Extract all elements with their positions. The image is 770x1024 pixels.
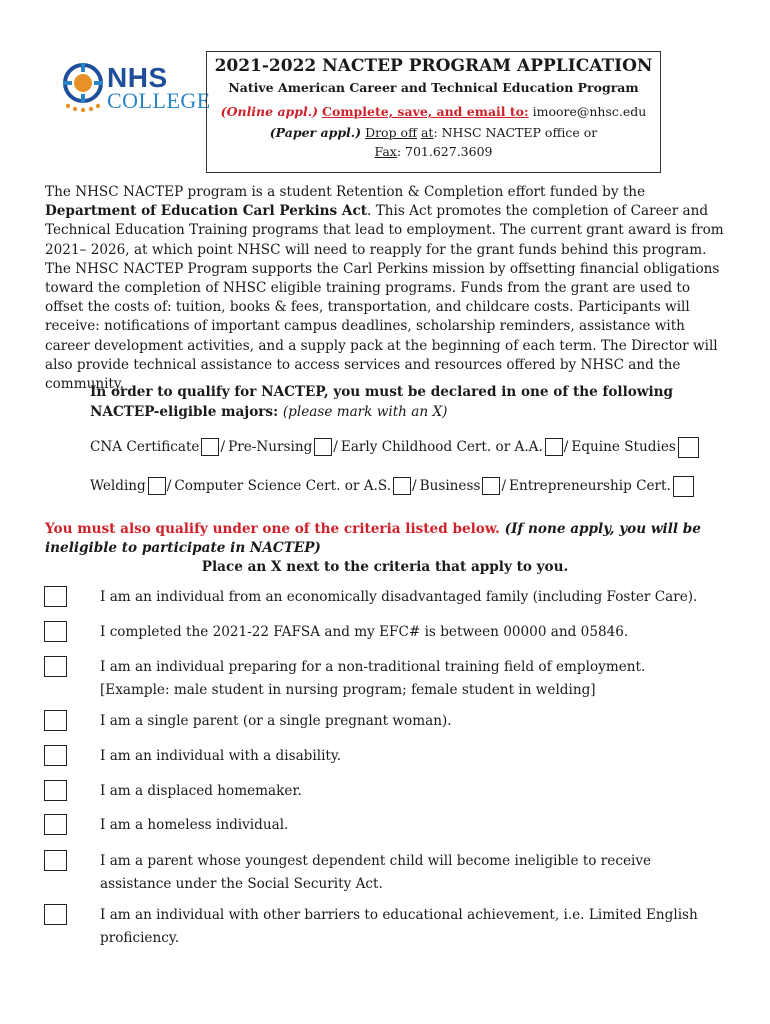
criteria-text: I am an individual preparing for a non-traditional training field of employment. [Example: male student in nursing program; female student in welding] (100, 659, 646, 698)
major-checkbox-pre-nursing[interactable] (314, 438, 332, 456)
majors-row (90, 435, 700, 459)
logo-text-nhs: NHS (107, 62, 168, 93)
intro-paragraph (45, 183, 725, 394)
major-checkbox-entrepreneurship[interactable] (673, 476, 694, 497)
major-checkbox-early-childhood[interactable] (545, 438, 563, 456)
major-separator: / (501, 478, 507, 494)
criteria-checkbox-displaced-homemaker[interactable] (44, 780, 67, 801)
major-checkbox-business[interactable] (482, 477, 500, 495)
major-separator: / (333, 439, 338, 455)
major-separator: / (563, 439, 569, 455)
major-checkbox-cna[interactable] (201, 438, 219, 456)
fax-number: : 701.627.3609 (396, 144, 493, 159)
major-checkbox-computer-science[interactable] (393, 477, 411, 495)
online-action: Complete, save, and email to: (322, 104, 529, 119)
major-checkbox-welding[interactable] (148, 477, 166, 495)
criteria-text: I completed the 2021-22 FAFSA and my EFC# is between 00000 and 05846. (100, 624, 629, 640)
criteria-checkbox-non-traditional[interactable] (44, 656, 67, 677)
criteria-text: I am a parent whose youngest dependent child will become ineligible to receive assistance under the Social Security Act. (100, 853, 652, 892)
logo-mark-icon (60, 62, 106, 112)
majors-row (90, 474, 695, 498)
criteria-checkbox-fafsa[interactable] (44, 621, 67, 642)
paper-action: Drop off (365, 125, 417, 140)
paper-at: at (420, 125, 434, 140)
criteria-text: I am an individual with other barriers to educational achievement, i.e. Limited English proficiency. (100, 907, 698, 946)
major-label: Equine Studies (571, 439, 676, 455)
criteria-checkbox-economically-disadvantaged[interactable] (44, 586, 67, 607)
major-label: Welding (90, 478, 146, 494)
criteria-checkbox-disability[interactable] (44, 745, 67, 766)
major-label: Early Childhood Cert. or A.A. (340, 439, 543, 455)
paper-destination: : NHSC NACTEP office or (433, 125, 598, 140)
major-label: Business (419, 478, 481, 494)
major-label: Computer Science Cert. or A.S. (174, 478, 392, 494)
majors-heading-note: (please mark with an X) (282, 403, 448, 420)
logo-text-college: COLLEGE (107, 88, 211, 113)
criteria-instruction: Place an X next to the criteria that apply to you. (201, 559, 569, 575)
page-subtitle: Native American Career and Technical Education Program (228, 80, 639, 95)
online-email-link[interactable]: imoore@nhsc.edu (532, 104, 647, 119)
criteria-text: I am a homeless individual. (100, 817, 289, 833)
criteria-warning-note: (If none apply, you will be ineligible to participate in NACTEP) (45, 521, 701, 557)
online-label: (Online appl.) (220, 104, 319, 119)
criteria-checkbox-parent-ss-act[interactable] (44, 850, 67, 871)
page-title: 2021-2022 NACTEP PROGRAM APPLICATION (214, 56, 653, 76)
major-label: Pre-Nursing (228, 439, 313, 455)
paper-application-line (207, 125, 660, 140)
paper-label: (Paper appl.) (269, 125, 362, 140)
criteria-text: I am an individual from an economically disadvantaged family (including Foster Care). (100, 589, 698, 605)
majors-heading-text: In order to qualify for NACTEP, you must be declared in one of the following NACTEP-eligible majors: (90, 384, 674, 420)
criteria-text: I am a displaced homemaker. (100, 783, 302, 799)
criteria-checkbox-homeless[interactable] (44, 814, 67, 835)
criteria-checkbox-other-barriers[interactable] (44, 904, 67, 925)
criteria-warning-text: You must also qualify under one of the criteria listed below. (45, 521, 500, 537)
intro-text-bold: Department of Education Carl Perkins Act (45, 203, 368, 220)
fax-line (207, 144, 660, 159)
majors-heading (90, 383, 715, 422)
intro-text-1: The NHSC NACTEP program is a student Retention & Completion effort funded by the (45, 184, 646, 200)
intro-text-2: . This Act promotes the completion of Career and Technical Education Training programs that lead to employment. The current grant award is from 2021– 2026, at which point NHSC will need to reapply for the grant funds behind this program. The NHSC NACTEP Program supports the Carl Perkins mission by offsetting financial obligations toward the completion of NHSC eligible training programs. Funds from the grant are used to offset the costs of: tuition, books & fees, transportation, and childcare costs. Participants will receive: notifications of important campus deadlines, scholarship reminders, assistance with career development activities, and a supply pack at the beginning of each term. The Director will also provide technical assistance to access services and resources offered by NHSC and the community. (45, 203, 724, 393)
criteria-text: I am an individual with a disability. (100, 748, 342, 764)
fax-label: Fax (374, 144, 397, 159)
major-label: Entrepreneurship Cert. (509, 478, 671, 494)
criteria-text: I am a single parent (or a single pregnant woman). (100, 713, 452, 729)
criteria-checkbox-single-parent[interactable] (44, 710, 67, 731)
criteria-warning (45, 520, 745, 558)
online-application-line (207, 104, 660, 119)
major-label: CNA Certificate (90, 439, 200, 455)
major-separator: / (220, 439, 226, 455)
major-checkbox-equine-studies[interactable] (678, 437, 699, 458)
eligible-majors-section (82, 377, 722, 509)
nhsc-logo (60, 60, 210, 115)
major-separator: / (412, 478, 417, 494)
header-box (206, 51, 661, 173)
major-separator: / (166, 478, 172, 494)
